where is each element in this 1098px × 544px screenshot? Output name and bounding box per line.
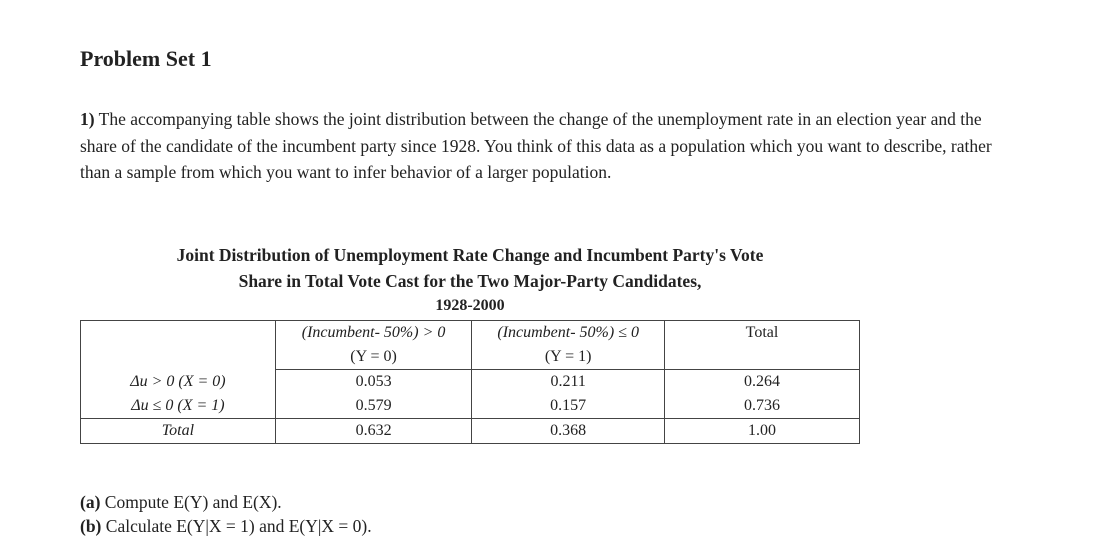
header-y1-line1: (Incumbent- 50%) ≤ 0 bbox=[472, 321, 665, 346]
joint-distribution-table bbox=[80, 320, 860, 444]
question-a-label: (a) bbox=[80, 492, 101, 512]
cell-x0-y0: 0.053 bbox=[275, 370, 472, 395]
row-label-x1: Δu ≤ 0 (X = 1) bbox=[81, 394, 276, 419]
cell-total-y0: 0.632 bbox=[275, 419, 472, 444]
cell-total-y1: 0.368 bbox=[472, 419, 665, 444]
cell-x1-total: 0.736 bbox=[665, 394, 860, 419]
problem-description bbox=[80, 106, 1020, 186]
question-b bbox=[80, 514, 372, 538]
table-caption bbox=[80, 242, 860, 318]
questions-list bbox=[80, 490, 372, 538]
page-title: Problem Set 1 bbox=[80, 46, 212, 71]
question-b-text: Calculate E(Y|X = 1) and E(Y|X = 0). bbox=[105, 516, 372, 536]
cell-x1-y0: 0.579 bbox=[275, 394, 472, 419]
table-header-row-1 bbox=[81, 321, 860, 346]
header-y1-line2: (Y = 1) bbox=[472, 345, 665, 370]
caption-line-2: Share in Total Vote Cast for the Two Major-Party Candidates, bbox=[238, 271, 702, 291]
cell-x0-y1: 0.211 bbox=[472, 370, 665, 395]
header-total-line1: Total bbox=[665, 321, 860, 346]
header-total-line2 bbox=[665, 345, 860, 370]
question-a bbox=[80, 490, 372, 514]
row-label-x0: Δu > 0 (X = 0) bbox=[81, 370, 276, 395]
cell-total-total: 1.00 bbox=[665, 419, 860, 444]
cell-x1-y1: 0.157 bbox=[472, 394, 665, 419]
row-label-total: Total bbox=[81, 419, 276, 444]
problem-text: The accompanying table shows the joint distribution between the change of the unemployment rate in an election year and the share of the candidate of the incumbent party since 1928. You think of this data as a population which you want to describe, rather than a sample from which you want to infer behavior of a larger population. bbox=[80, 109, 992, 182]
question-b-label: (b) bbox=[80, 516, 102, 536]
header-y0-line2: (Y = 0) bbox=[275, 345, 472, 370]
table-row bbox=[81, 394, 860, 419]
table-row bbox=[81, 419, 860, 444]
caption-line-3: 1928-2000 bbox=[435, 297, 505, 314]
problem-number: 1) bbox=[80, 109, 95, 129]
cell-x0-total: 0.264 bbox=[665, 370, 860, 395]
header-y0-line1: (Incumbent- 50%) > 0 bbox=[275, 321, 472, 346]
question-a-text: Compute E(Y) and E(X). bbox=[104, 492, 282, 512]
table-row bbox=[81, 370, 860, 395]
caption-line-1: Joint Distribution of Unemployment Rate Change and Incumbent Party's Vote bbox=[176, 245, 764, 265]
header-empty-cell bbox=[81, 321, 276, 370]
